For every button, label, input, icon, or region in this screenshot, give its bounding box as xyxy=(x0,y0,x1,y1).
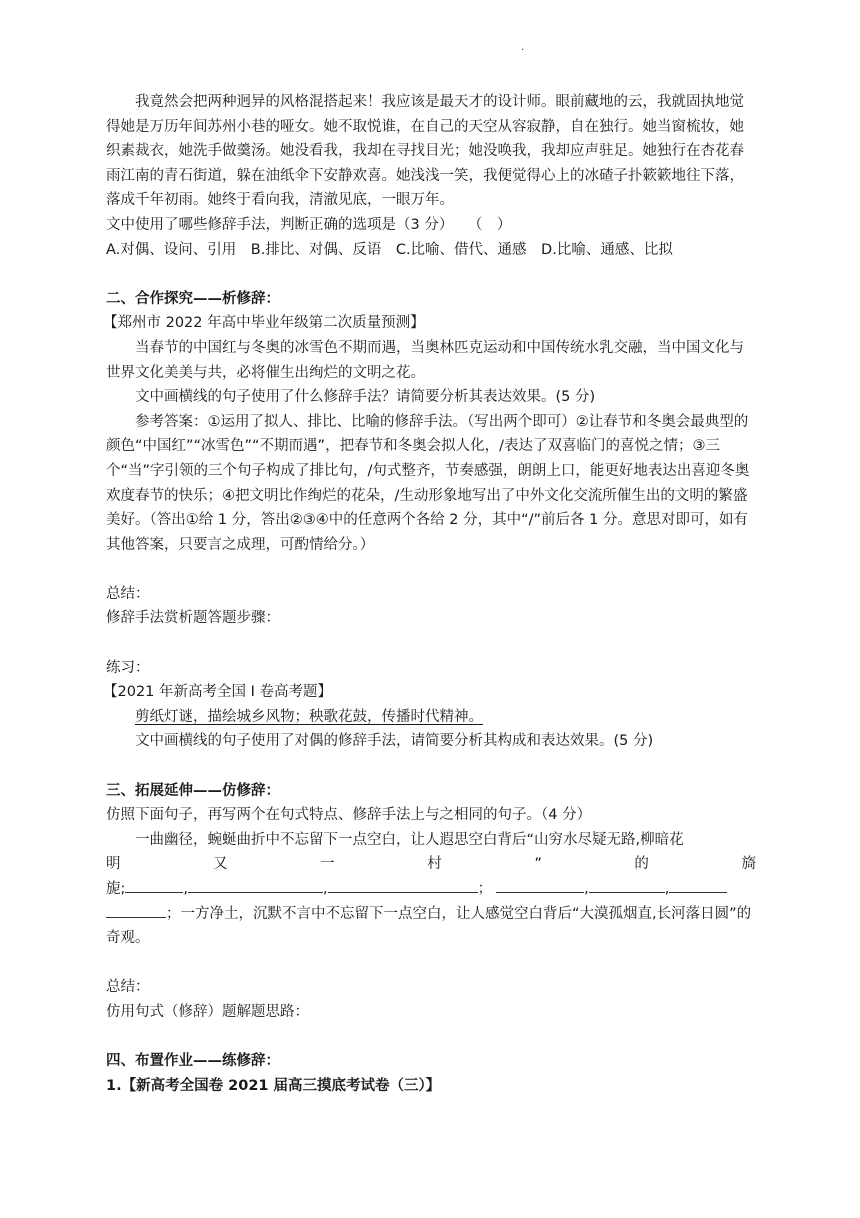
comma: , xyxy=(584,881,589,897)
task-text: 仿照下面句子，再写两个在句式特点、修辞手法上与之相同的句子。（4 分） xyxy=(106,807,592,824)
example-sentence-line: 一曲幽径，蜿蜒曲折中不忘留下一点空白，让人遐思空白背后“山穷水尽疑无路,柳暗花 xyxy=(135,831,684,848)
spread-char: 村 xyxy=(427,856,442,873)
passage-paragraph: 我竟然会把两种迥异的风格混搭起来！我应该是最天才的设计师。眼前藏地的云，我就固执地觉得她是万历年间苏州小巷的哑女。她不取悦谁，在自己的天空从容寂静，自在独行。她当窗梳妆，她织素裁衣，她洗手做羹汤。她没看我，我却在寻找目光；她没唤我，我却应声驻足。她独行在杏花春雨江南的青石街道，躲在油纸伞下安静欢喜。她浅浅一笑，我便觉得心上的冰碴子扑簌簌地往下落，落成千年初雨。她终于看向我，清澈见底，一眼万年。 xyxy=(106,94,744,209)
spacer xyxy=(106,1025,756,1050)
fill-in-line xyxy=(106,877,756,902)
answer-blank[interactable] xyxy=(106,903,166,918)
spread-char: 的 xyxy=(634,856,649,873)
answer-blank[interactable] xyxy=(188,878,323,893)
comma: , xyxy=(664,881,670,897)
spacer xyxy=(106,754,756,779)
comma: , xyxy=(183,881,188,897)
semicolon: ； xyxy=(477,881,493,897)
spacer xyxy=(106,951,756,976)
section-heading: 三、拓展延伸——仿修辞： xyxy=(106,782,280,799)
example-sentence-spread-line xyxy=(106,852,756,877)
comma: , xyxy=(323,881,328,897)
source-label: 【2021 年新高考全国 I 卷高考题】 xyxy=(103,684,333,701)
reference-answer: 参考答案：①运用了拟人、排比、比喻的修辞手法。（写出两个即可）②让春节和冬奥会最典型的颜色“中国红”“冰雪色”“不期而遇”，把春节和冬奥会拟人化，/表达了双喜临门的喜悦之情；③三个“当”字引领的三个句子构成了排比句，/句式整齐，节奏感强，朗朗上口，能更好地表达出喜迎冬奥欢度春节的快乐；④把文明比作绚烂的花朵，/生动形象地写出了中外文化交流所催生出的文明的繁盛美好。（答出①给 1 分，答出②③④中的任意两个各给 2 分，其中“/”前后各 1 分。意思对即可，如有其他答案，只要言之成理，可酌情给分。） xyxy=(106,413,750,553)
question-text: 文中画横线的句子使用了对偶的修辞手法，请简要分析其构成和表达效果。(5 分) xyxy=(135,733,654,750)
answer-options: A.对偶、设问、引用 B.排比、对偶、反语 C.比喻、借代、通感 D.比喻、通感、比拟 xyxy=(106,241,673,258)
section-heading: 四、布置作业——练修辞： xyxy=(106,1053,280,1070)
homework-item: 1.【新高考全国卷 2021 届高三摸底考试卷（三）】 xyxy=(106,1077,441,1094)
spread-char: 一 xyxy=(320,856,335,873)
underlined-sentence: 剪纸灯谜，描绘城乡风物；秧歌花鼓，传播时代精神。 xyxy=(135,708,483,725)
answer-blank[interactable] xyxy=(496,878,584,893)
spacer xyxy=(106,631,756,656)
question-text: 文中使用了哪些修辞手法，判断正确的选项是（3 分） （ ） xyxy=(106,216,512,233)
answer-blank[interactable] xyxy=(328,878,478,893)
section-heading: 二、合作探究——析修辞： xyxy=(106,290,280,307)
answer-blank[interactable] xyxy=(669,878,727,893)
summary-text: 修辞手法赏析题答题步骤： xyxy=(106,610,280,627)
spread-char: 旖 xyxy=(741,856,756,873)
example-end: ；一方净土，沉默不言中不忘留下一点空白，让人感觉空白背后“大漠孤烟直,长河落日圆”的奇观。 xyxy=(106,905,752,947)
spread-char: ” xyxy=(534,856,542,873)
summary-text: 仿用句式（修辞）题解题思路： xyxy=(106,1003,309,1020)
practice-sentence-line xyxy=(106,705,756,730)
spacer xyxy=(106,557,756,582)
summary-label: 总结： xyxy=(106,979,150,996)
answer-blank[interactable] xyxy=(125,878,183,893)
practice-label: 练习： xyxy=(106,659,150,676)
spread-char: 明 xyxy=(106,856,121,873)
summary-label: 总结： xyxy=(106,585,150,602)
spread-char: 又 xyxy=(213,856,228,873)
answer-blank[interactable] xyxy=(589,878,665,893)
header-dot: . xyxy=(521,40,525,53)
question-text: 文中画横线的句子使用了什么修辞手法？请简要分析其表达效果。(5 分) xyxy=(135,389,596,406)
source-label: 【郑州市 2022 年高中毕业年级第二次质量预测】 xyxy=(103,315,425,332)
fill-in-line-continued xyxy=(106,902,756,951)
spacer xyxy=(106,262,756,287)
passage-paragraph: 当春节的中国红与冬奥的冰雪色不期而遇，当奥林匹克运动和中国传统水乳交融，当中国文化与世界文化美美与共，必将催生出绚烂的文明之花。 xyxy=(106,339,744,381)
example-start: 旎; xyxy=(106,881,126,897)
document-body xyxy=(103,90,756,1098)
